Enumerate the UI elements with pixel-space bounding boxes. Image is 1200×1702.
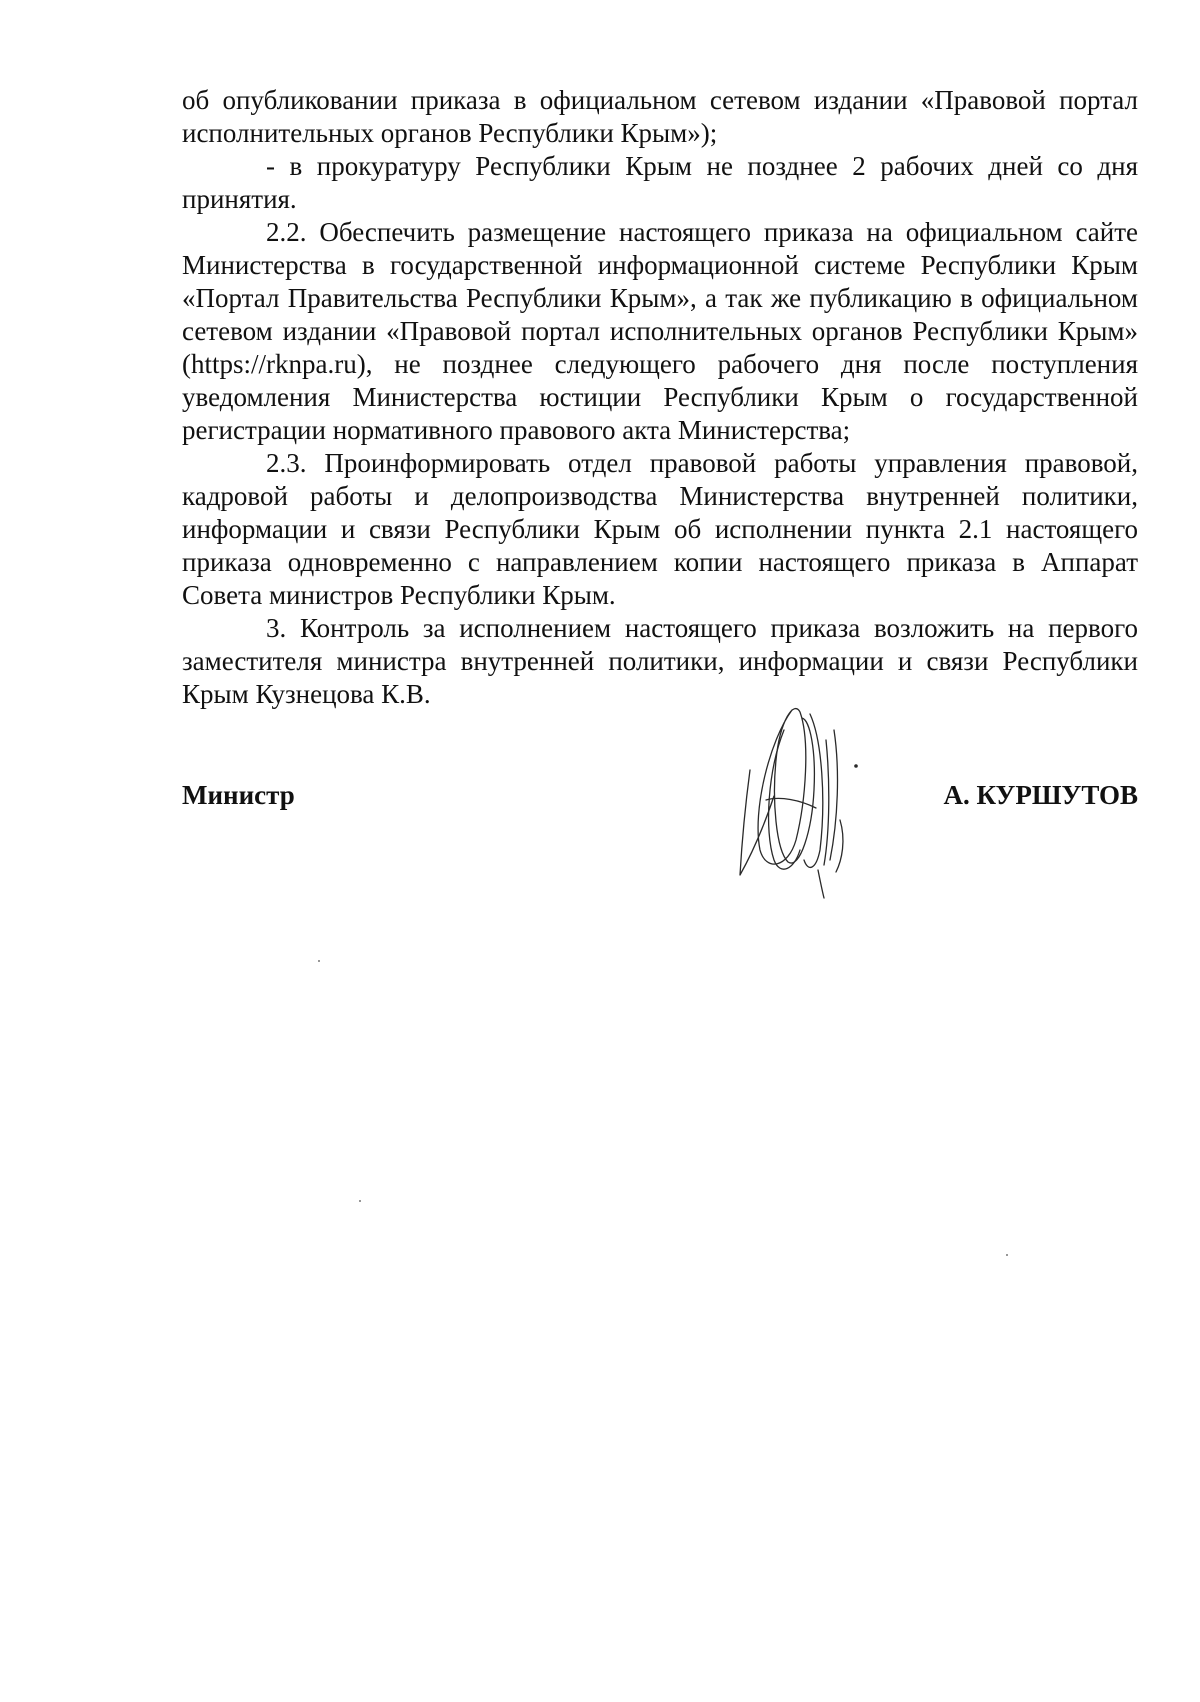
scan-speck [318, 960, 320, 962]
scan-speck [359, 1200, 361, 1202]
signatory-name: А. КУРШУТОВ [943, 780, 1138, 810]
paragraph-3: 3. Контроль за исполнением настоящего приказа возложить на первого заместителя министра внутренней политики, информации и связи Республики Крым Кузнецова К.В. [182, 613, 1138, 709]
signature-block [182, 780, 1138, 820]
signatory-title: Министр [182, 780, 295, 810]
paragraph-2-2: 2.2. Обеспечить размещение настоящего приказа на официальном сайте Министерства в государственной информационной системе Республики Крым «Портал Правительства Республики Крым», а так же публикацию в официальном сетевом издании «Правовой портал исполнительных органов Республики Крым» (https://rknpa.ru), не позднее следующего рабочего дня после поступления уведомления Министерства юстиции Республики Крым о государственной регистрации нормативного правового акта Министерства; [182, 217, 1138, 445]
paragraph-publication-note: об опубликовании приказа в официальном сетевом издании «Правовой портал исполнительных органов Республики Крым»); [182, 85, 1138, 148]
paragraph-prosecutor: - в прокуратуру Республики Крым не позднее 2 рабочих дней со дня принятия. [182, 151, 1138, 214]
document-body [182, 84, 1138, 711]
paragraph-2-3: 2.3. Проинформировать отдел правовой работы управления правовой, кадровой работы и делопроизводства Министерства внутренней политики, информации и связи Республики Крым об исполнении пункта 2.1 настоящего приказа одновременно с направлением копии настоящего приказа в Аппарат Совета министров Республики Крым. [182, 448, 1138, 610]
scan-speck [1006, 1254, 1008, 1256]
